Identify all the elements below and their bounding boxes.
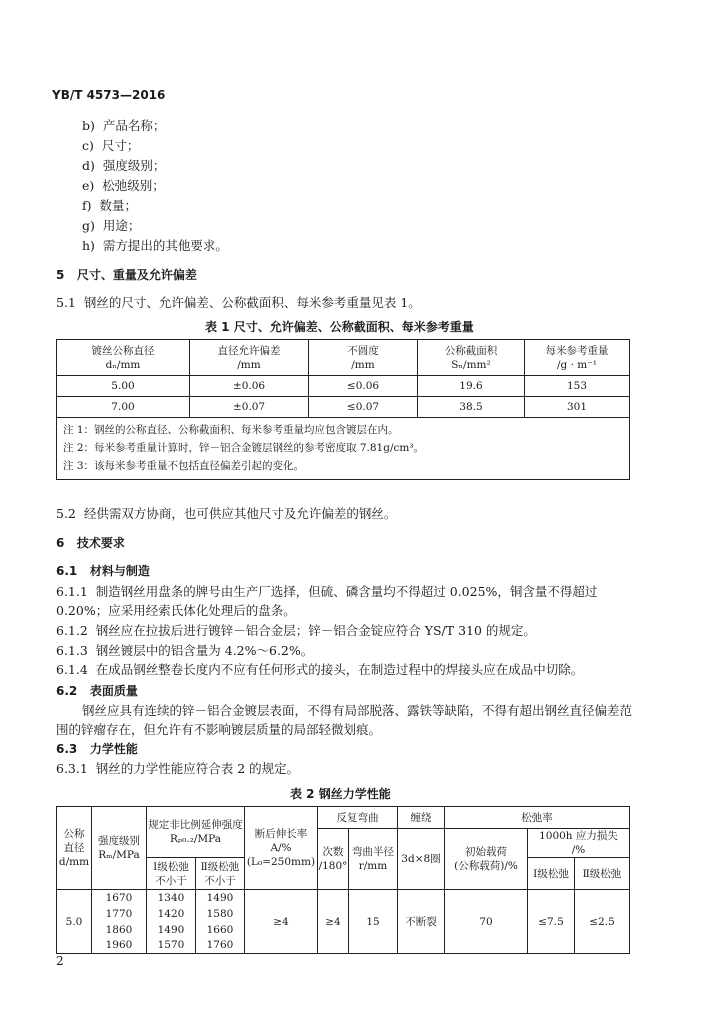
table-cell: 38.5 [418,397,525,418]
standard-code-header: YB/T 4573—2016 [52,88,166,102]
paragraph: 6.1.1 制造钢丝用盘条的牌号由生产厂选择，但硫、磷含量均不得超过 0.025%，铜含量不得超过 [56,584,598,599]
table2-header-cell: 弯曲半径 r/mm [349,829,398,890]
list-item: d) 强度级别； [82,158,166,173]
table-cell: 不断裂 [398,890,445,954]
table1-caption: 表 1 尺寸、允许偏差、公称截面积、每米参考重量 [205,320,474,334]
table-cell: ≤2.5 [575,890,630,954]
table-row [57,397,630,418]
paragraph: 5.1 钢丝的尺寸、允许偏差、公称截面积、每米参考重量见表 1。 [56,295,421,310]
list-item: f) 数量； [82,198,137,213]
subsection-heading: 6.2 表面质量 [56,684,138,698]
table-cell: 1660 [196,922,245,938]
table2-header-cell: 缠绕 [398,807,445,829]
table2-header-cell: Ⅱ级松弛 不小于 [196,858,245,890]
table-cell: ±0.06 [190,376,309,397]
table1-header-cell: 每米参考重量 /g · m⁻¹ [525,340,630,376]
table2-header-cell: Ⅰ级松弛 不小于 [147,858,196,890]
table-cell: ≤7.5 [528,890,575,954]
table-cell: 301 [525,397,630,418]
table-cell: 1760 [196,938,245,954]
paragraph: 6.3.1 钢丝的力学性能应符合表 2 的规定。 [56,761,300,776]
table1-header-cell: 镀丝公称直径 dₙ/mm [57,340,190,376]
table2-header-cell: 1000h 应力损失 /% [528,829,630,858]
table-cell: ≥4 [318,890,349,954]
table-cell: ±0.07 [190,397,309,418]
table-cell: 15 [349,890,398,954]
table1-header-cell: 直径允许偏差 /mm [190,340,309,376]
table1-header-cell: 公称截面积 Sₙ/mm² [418,340,525,376]
table2-header-cell: 3d×8圈 [398,829,445,890]
table-cell: 1860 [92,922,147,938]
list-item: h) 需方提出的其他要求。 [82,238,228,253]
list-item: g) 用途； [82,218,141,233]
page-number: 2 [56,954,64,968]
table-cell: 153 [525,376,630,397]
table-cell: 1340 [147,890,196,906]
paragraph-continuation: 0.20%；应采用经索氏体化处理后的盘条。 [56,603,296,618]
list-item: c) 尺寸； [82,138,140,153]
table-cell: 1570 [147,938,196,954]
table2-header-cell: 次数 /180° [318,829,349,890]
table-row [57,376,630,397]
table-cell: 7.00 [57,397,190,418]
table-cell: 1490 [196,890,245,906]
table2 [56,806,630,954]
table-cell: 5.0 [57,890,92,954]
paragraph: 钢丝应具有连续的锌－铝合金镀层表面，不得有局部脱落、露铁等缺陷，不得有超出钢丝直径偏差范 [82,703,633,718]
table-cell: 1490 [147,922,196,938]
table-cell: ≥4 [245,890,318,954]
table1 [56,339,630,480]
table1-note: 注 3：该每米参考重量不包括直径偏差引起的变化。 [57,458,630,480]
table-cell: 1770 [92,906,147,922]
table2-header-cell: 初始载荷 (公称载荷)/% [445,829,528,890]
paragraph-continuation: 围的锌瘤存在，但允许有不影响镀层质量的局部轻微划痕。 [56,722,382,737]
table-cell: 70 [445,890,528,954]
table-cell: ≤0.06 [309,376,418,397]
paragraph: 6.1.2 钢丝应在拉拔后进行镀锌－铝合金层；锌－铝合金锭应符合 YS/T 310 的规定。 [56,623,536,638]
subsection-heading: 6.1 材料与制造 [56,564,150,578]
table2-header-cell: 规定非比例延伸强度 Rₚ₀.₂/MPa [147,807,245,858]
section-heading: 5 尺寸、重量及允许偏差 [56,268,197,282]
table1-header-cell: 不圆度 /mm [309,340,418,376]
table1-note: 注 2：每米参考重量计算时，锌－铝合金镀层钢丝的参考密度取 7.81g/cm³。 [57,438,630,458]
section-heading: 6 技术要求 [56,536,125,550]
table-cell: 19.6 [418,376,525,397]
table-cell: 5.00 [57,376,190,397]
paragraph: 6.1.3 钢丝镀层中的铝含量为 4.2%～6.2%。 [56,643,314,658]
table-cell: 1670 [92,890,147,906]
table2-header-cell: Ⅱ级松弛 [575,858,630,890]
table-cell: 1960 [92,938,147,954]
table2-caption: 表 2 钢丝力学性能 [290,787,391,801]
table2-header-cell: 反复弯曲 [318,807,398,829]
list-item: b) 产品名称； [82,118,166,133]
paragraph: 5.2 经供需双方协商，也可供应其他尺寸及允许偏差的钢丝。 [56,506,397,521]
table2-header-cell: 强度级别 Rₘ/MPa [92,807,147,890]
table1-note: 注 1：钢丝的公称直径、公称截面积、每米参考重量均应包含镀层在内。 [57,418,630,438]
subsection-heading: 6.3 力学性能 [56,742,138,756]
table-row [57,890,630,906]
table-cell: ≤0.07 [309,397,418,418]
table2-header-cell: 松弛率 [445,807,630,829]
table2-header-cell: Ⅰ级松弛 [528,858,575,890]
table2-header-cell: 断后伸长率 A/% (L₀=250mm) [245,807,318,890]
list-item: e) 松弛级别； [82,178,165,193]
table-cell: 1420 [147,906,196,922]
table-cell: 1580 [196,906,245,922]
table2-header-cell: 公称 直径 d/mm [57,807,92,890]
paragraph: 6.1.4 在成品钢丝整卷长度内不应有任何形式的接头，在制造过程中的焊接头应在成品中切除。 [56,662,584,677]
